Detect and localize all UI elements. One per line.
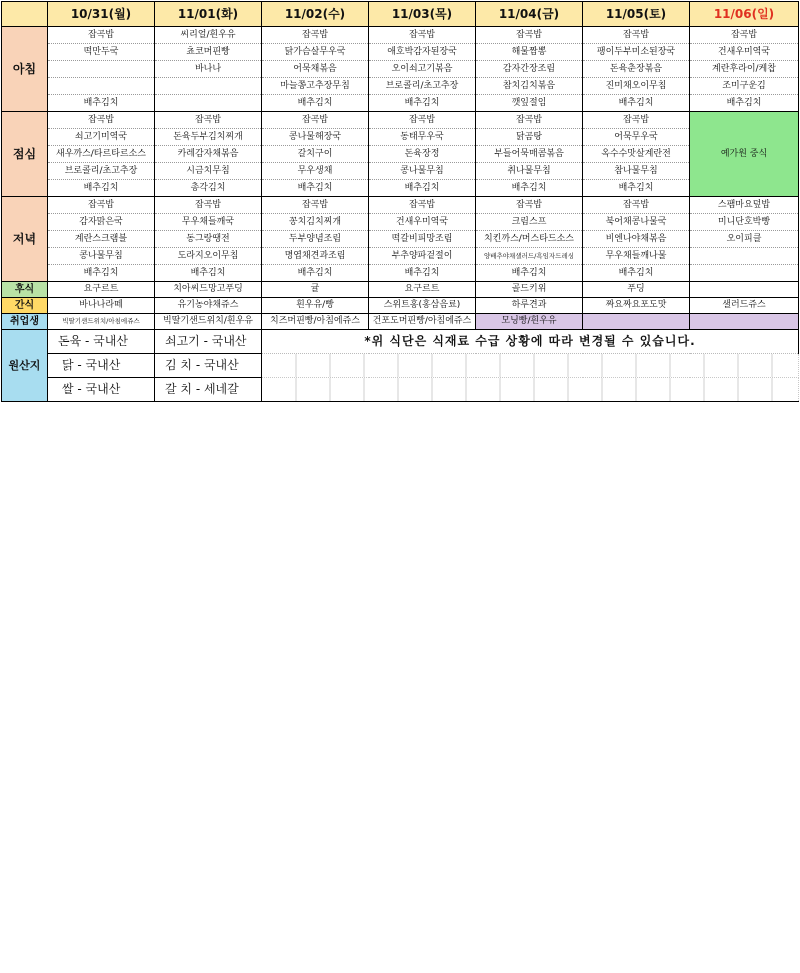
empty-grid-row <box>262 378 799 402</box>
menu-item: 도라지오이무침 <box>155 248 262 265</box>
menu-item <box>690 314 799 330</box>
menu-item: 브로콜리/초고추장 <box>48 163 155 180</box>
menu-item: 요구르트 <box>369 282 476 298</box>
menu-item: 콩나물무침 <box>369 163 476 180</box>
menu-item: 떡만두국 <box>48 44 155 61</box>
menu-item <box>155 78 262 95</box>
menu-item: 콩나물해장국 <box>262 129 369 146</box>
meal-menu-table <box>1 1 799 402</box>
menu-item: 잡곡밥 <box>369 197 476 214</box>
menu-item: 마늘쫑고추장무침 <box>262 78 369 95</box>
menu-item: 감자간장조림 <box>476 61 583 78</box>
menu-item: 배추김치 <box>155 265 262 282</box>
menu-item <box>690 265 799 282</box>
menu-item: 하루견과 <box>476 298 583 314</box>
day-header: 11/01(화) <box>155 2 262 27</box>
origin-item: 김 치 - 국내산 <box>155 354 262 378</box>
menu-item: 바나나라떼 <box>48 298 155 314</box>
menu-item: 돈육두부김치찌개 <box>155 129 262 146</box>
menu-item: 치아씨드망고푸딩 <box>155 282 262 298</box>
origin-label: 원산지 <box>2 330 48 402</box>
menu-item: 총각김치 <box>155 180 262 197</box>
menu-item: 무우생채 <box>262 163 369 180</box>
origin-item: 돈육 - 국내산 <box>48 330 155 354</box>
menu-item: 잡곡밥 <box>155 197 262 214</box>
menu-item: 치킨까스/머스타드소스 <box>476 231 583 248</box>
menu-item: 귤 <box>262 282 369 298</box>
menu-item: 닭곰탕 <box>476 129 583 146</box>
menu-item: 무우채들깨나물 <box>583 248 690 265</box>
menu-item: 요구르트 <box>48 282 155 298</box>
menu-item: 짜요짜요포도맛 <box>583 298 690 314</box>
menu-item: 동그랑땡전 <box>155 231 262 248</box>
category-label-dessert: 후식 <box>2 282 48 298</box>
menu-item: 쵸코머핀빵 <box>155 44 262 61</box>
category-label-snack: 간식 <box>2 298 48 314</box>
menu-item: 스팸마요덮밥 <box>690 197 799 214</box>
menu-item: 잡곡밥 <box>369 27 476 44</box>
menu-item <box>690 282 799 298</box>
day-header: 11/05(토) <box>583 2 690 27</box>
menu-item: 떡갈비피망조림 <box>369 231 476 248</box>
menu-item: 해물짬뽕 <box>476 44 583 61</box>
menu-item: 배추김치 <box>369 180 476 197</box>
menu-item: 배추김치 <box>476 180 583 197</box>
category-label-lunch: 점심 <box>2 112 48 197</box>
menu-item: 카레감자채볶음 <box>155 146 262 163</box>
menu-item: 북어채콩나물국 <box>583 214 690 231</box>
menu-item <box>583 314 690 330</box>
menu-item: 잡곡밥 <box>690 27 799 44</box>
menu-item: 잡곡밥 <box>262 27 369 44</box>
day-header: 10/31(월) <box>48 2 155 27</box>
menu-item: 닭가슴살무우국 <box>262 44 369 61</box>
menu-item: 바나나 <box>155 61 262 78</box>
menu-item: 잡곡밥 <box>48 112 155 129</box>
origin-item: 갈 치 - 세네갈 <box>155 378 262 402</box>
menu-item: 동태무우국 <box>369 129 476 146</box>
menu-item: 배추김치 <box>690 95 799 112</box>
menu-item: 잡곡밥 <box>155 112 262 129</box>
empty-grid-row <box>262 354 799 378</box>
menu-item <box>48 61 155 78</box>
day-header: 11/03(목) <box>369 2 476 27</box>
menu-item <box>690 248 799 265</box>
category-label-dinner: 저녁 <box>2 197 48 282</box>
menu-item: 크림스프 <box>476 214 583 231</box>
menu-item: 쇠고기미역국 <box>48 129 155 146</box>
menu-item: 배추김치 <box>262 180 369 197</box>
menu-item: 모닝빵/흰우유 <box>476 314 583 330</box>
menu-item: 명엽채견과조림 <box>262 248 369 265</box>
menu-item: 팽이두부미소된장국 <box>583 44 690 61</box>
category-label-breakfast: 아침 <box>2 27 48 112</box>
menu-item: 참치김치볶음 <box>476 78 583 95</box>
menu-item: 양배추야채샐러드/흑임자드레싱 <box>476 248 583 265</box>
corner-cell <box>2 2 48 27</box>
menu-item <box>155 95 262 112</box>
origin-item: 닭 - 국내산 <box>48 354 155 378</box>
menu-item: 조미구운김 <box>690 78 799 95</box>
menu-item: 샐러드쥬스 <box>690 298 799 314</box>
menu-item: 잡곡밥 <box>583 27 690 44</box>
menu-item: 브로콜리/초고추장 <box>369 78 476 95</box>
menu-item: 건새우미역국 <box>369 214 476 231</box>
menu-item: 오이피클 <box>690 231 799 248</box>
menu-item: 배추김치 <box>48 265 155 282</box>
sunday-lunch-note: 예가원 중식 <box>690 112 799 197</box>
menu-item: 옥수수맛살계란전 <box>583 146 690 163</box>
menu-item: 잡곡밥 <box>476 112 583 129</box>
menu-item: 어묵무우국 <box>583 129 690 146</box>
menu-item: 배추김치 <box>262 95 369 112</box>
menu-item: 비엔나야채볶음 <box>583 231 690 248</box>
menu-item: 깻잎절임 <box>476 95 583 112</box>
menu-item <box>48 78 155 95</box>
menu-item: 빅딸기샌드위치/흰우유 <box>155 314 262 330</box>
menu-item: 참나물무침 <box>583 163 690 180</box>
menu-item: 계란후라이/케찹 <box>690 61 799 78</box>
menu-item: 오이쇠고기볶음 <box>369 61 476 78</box>
menu-item: 부들어묵매콤볶음 <box>476 146 583 163</box>
menu-item: 진미채오이무침 <box>583 78 690 95</box>
menu-item: 잡곡밥 <box>262 112 369 129</box>
menu-item: 배추김치 <box>369 95 476 112</box>
menu-item: 취나물무침 <box>476 163 583 180</box>
menu-item: 꽁치김치찌개 <box>262 214 369 231</box>
menu-item: 배추김치 <box>48 180 155 197</box>
menu-item: 잡곡밥 <box>583 112 690 129</box>
menu-item: 유기농야채쥬스 <box>155 298 262 314</box>
menu-item: 잡곡밥 <box>476 197 583 214</box>
notice-text: *위 식단은 식재료 수급 상황에 따라 변경될 수 있습니다. <box>262 330 799 354</box>
menu-item: 씨리얼/흰우유 <box>155 27 262 44</box>
menu-item: 돈육춘장볶음 <box>583 61 690 78</box>
menu-item: 푸딩 <box>583 282 690 298</box>
menu-item: 잡곡밥 <box>262 197 369 214</box>
menu-item: 골드키위 <box>476 282 583 298</box>
menu-item: 배추김치 <box>476 265 583 282</box>
day-header: 11/02(수) <box>262 2 369 27</box>
menu-item: 두부양념조림 <box>262 231 369 248</box>
menu-item: 무우채들깨국 <box>155 214 262 231</box>
menu-item: 애호박감자된장국 <box>369 44 476 61</box>
menu-item: 빅딸기샌드위치/아침에쥬스 <box>48 314 155 330</box>
menu-item: 어묵채볶음 <box>262 61 369 78</box>
menu-item: 건포도머핀빵/아침에쥬스 <box>369 314 476 330</box>
menu-item: 배추김치 <box>48 95 155 112</box>
origin-item: 쌀 - 국내산 <box>48 378 155 402</box>
menu-item: 돈육장정 <box>369 146 476 163</box>
menu-item: 계란스크램블 <box>48 231 155 248</box>
menu-item: 스위트홍(홍삼음료) <box>369 298 476 314</box>
menu-item: 배추김치 <box>262 265 369 282</box>
menu-item: 갈치구이 <box>262 146 369 163</box>
menu-item: 흰우유/빵 <box>262 298 369 314</box>
day-header-sunday: 11/06(일) <box>690 2 799 27</box>
day-header: 11/04(금) <box>476 2 583 27</box>
menu-item: 잡곡밥 <box>583 197 690 214</box>
menu-item: 미니단호박빵 <box>690 214 799 231</box>
menu-item: 새우까스/타르타르소스 <box>48 146 155 163</box>
menu-item: 잡곡밥 <box>369 112 476 129</box>
origin-item: 쇠고기 - 국내산 <box>155 330 262 354</box>
menu-item: 배추김치 <box>583 265 690 282</box>
menu-item: 감자맑은국 <box>48 214 155 231</box>
menu-item: 배추김치 <box>583 180 690 197</box>
menu-item: 배추김치 <box>369 265 476 282</box>
menu-item: 콩나물무침 <box>48 248 155 265</box>
menu-item: 부추양파겉절이 <box>369 248 476 265</box>
menu-item: 치즈머핀빵/아침에쥬스 <box>262 314 369 330</box>
menu-item: 건새우미역국 <box>690 44 799 61</box>
menu-item: 배추김치 <box>583 95 690 112</box>
menu-item: 시금치무침 <box>155 163 262 180</box>
menu-item: 잡곡밥 <box>48 27 155 44</box>
category-label-employee: 취업생 <box>2 314 48 330</box>
menu-item: 잡곡밥 <box>48 197 155 214</box>
menu-item: 잡곡밥 <box>476 27 583 44</box>
